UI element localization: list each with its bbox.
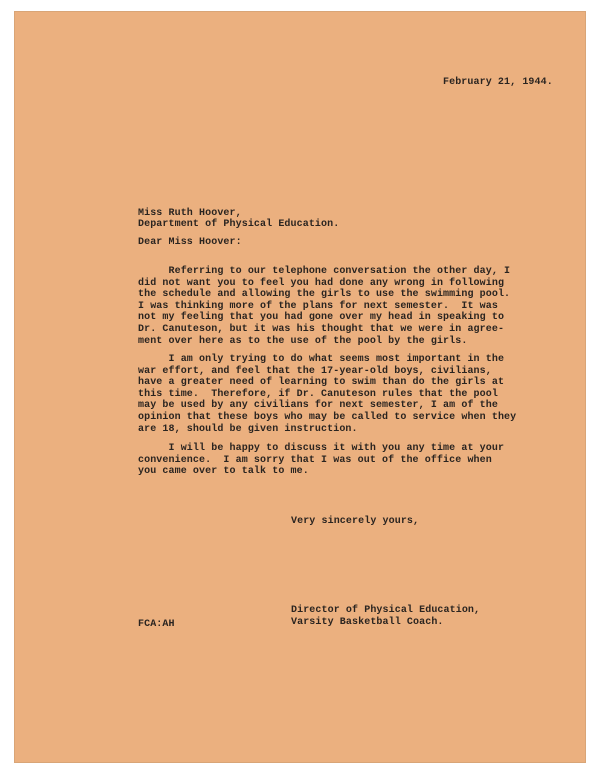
paragraph-2 [138, 354, 517, 435]
letter-date: February 21, 1944. [443, 77, 553, 88]
reference-initials: FCA:AH [138, 619, 175, 630]
paragraph-line: did not want you to feel you had done any wrong in following [138, 277, 505, 289]
paragraph-line: are 18, should be given instruction. [138, 423, 358, 435]
signature-title-1: Director of Physical Education, [291, 605, 481, 616]
paragraph-line: have a greater need of learning to swim than do the girls at [138, 377, 505, 389]
recipient-name: Miss Ruth Hoover, [138, 208, 242, 219]
paragraph-line: I was thinking more of the plans for next semester. It was [138, 300, 498, 312]
salutation: Dear Miss Hoover: [138, 237, 242, 248]
paragraph-3 [138, 443, 505, 478]
paragraph-line: convenience. I am sorry that I was out of the office when [138, 454, 492, 466]
paragraph-line: this time. Therefore, if Dr. Canuteson rules that the pool [138, 388, 498, 400]
paragraph-line: not my feeling that you had gone over my head in speaking to [138, 312, 505, 324]
paragraph-line: I am only trying to do what seems most important in the [138, 354, 505, 365]
paragraph-line: you came over to talk to me. [138, 466, 309, 478]
paragraph-line: Dr. Canuteson, but it was his thought that we were in agree- [138, 323, 505, 335]
signature-title-2: Varsity Basketball Coach. [291, 617, 444, 628]
paragraph-line: Referring to our telephone conversation the other day, I [138, 266, 511, 277]
paragraph-line: war effort, and feel that the 17-year-old boys, civilians, [138, 365, 492, 377]
letter-page [14, 11, 586, 763]
paragraph-line: may be used by any civilians for next semester, I am of the [138, 400, 498, 412]
recipient-department: Department of Physical Education. [138, 219, 340, 230]
paragraph-1 [138, 266, 511, 347]
paragraph-line: the schedule and allowing the girls to use the swimming pool. [138, 289, 511, 301]
paragraph-line: ment over here as to the use of the pool by the girls. [138, 335, 468, 347]
paragraph-line: I will be happy to discuss it with you any time at your [138, 443, 505, 454]
closing: Very sincerely yours, [291, 516, 420, 527]
paragraph-line: opinion that these boys who may be called to service when they [138, 411, 517, 423]
